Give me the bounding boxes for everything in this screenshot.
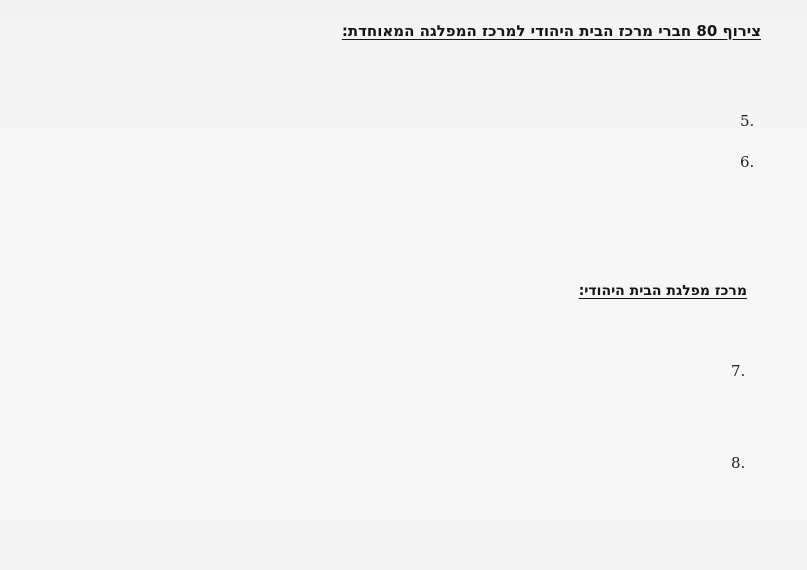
- clause-number: 7.: [731, 362, 746, 380]
- clause-number: 5.: [740, 112, 755, 130]
- section-heading-center: מרכז מפלגת הבית היהודי:: [578, 283, 747, 299]
- clause-number: 8.: [731, 454, 746, 472]
- section-heading-merger: צירוף 80 חברי מרכז הבית היהודי למרכז המפלגה המאוחדת:: [341, 22, 761, 40]
- clause-number: 6.: [740, 153, 755, 171]
